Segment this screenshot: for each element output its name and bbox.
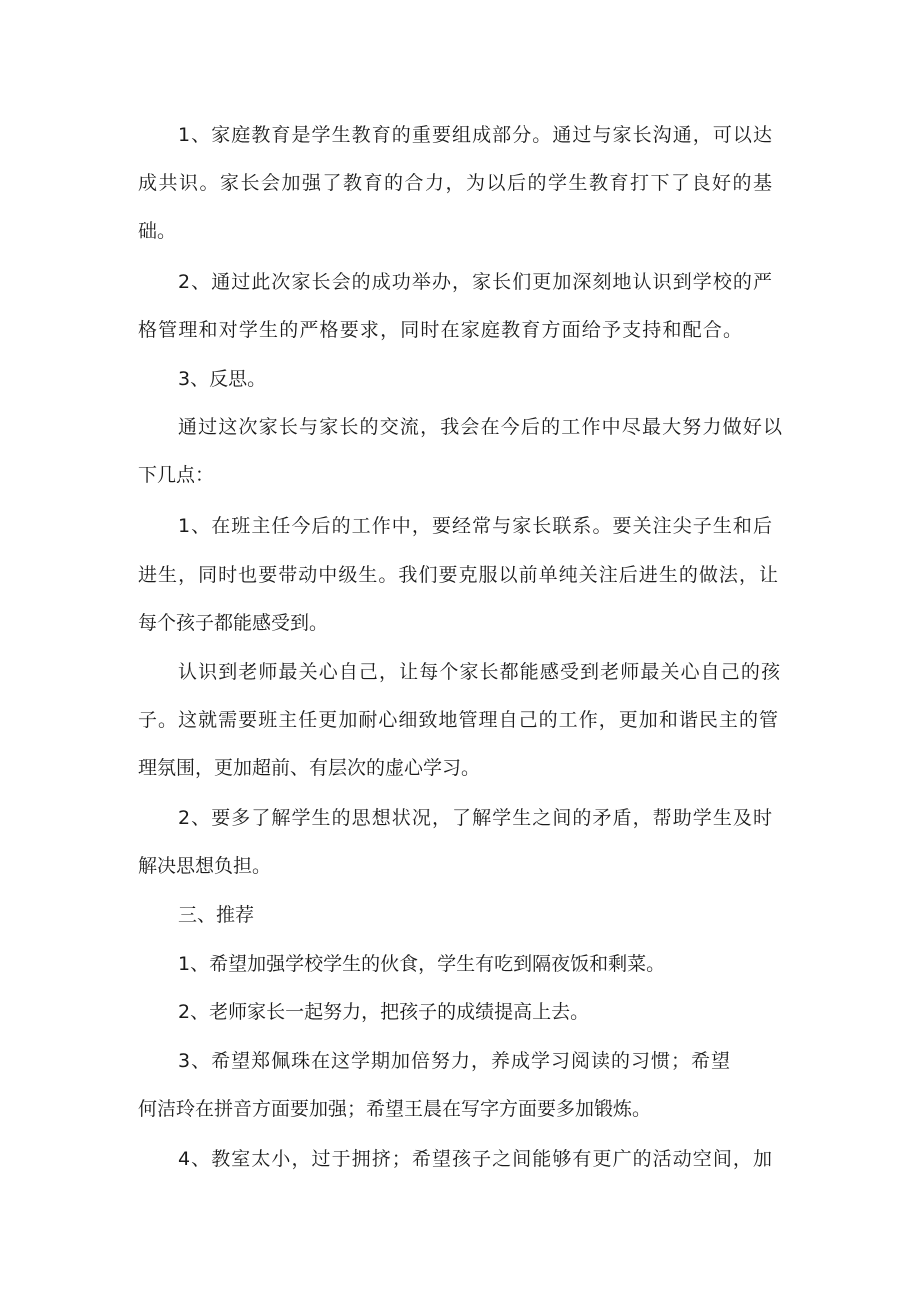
paragraph-3-line-2: 下几点： — [138, 464, 215, 486]
paragraph-5-line-1: 认识到老师最关心自己，让每个家长都能感受到老师最关心自己的孩 — [178, 661, 780, 683]
paragraph-4-line-1: 1、在班主任今后的工作中，要经常与家长联系。要关注尖子生和后 — [178, 515, 772, 537]
paragraph-1-line-3: 础。 — [138, 220, 177, 242]
paragraph-2-line-1: 2、通过此次家长会的成功举办，家长们更加深刻地认识到学校的严 — [178, 271, 772, 293]
recommendation-2: 2、老师家长一起努力，把孩子的成绩提高上去。 — [178, 1001, 590, 1023]
heading-reflection: 3、反思。 — [178, 368, 267, 390]
paragraph-4-line-3: 每个孩子都能感受到。 — [138, 612, 329, 634]
paragraph-1-line-2: 成共识。家长会加强了教育的合力，为以后的学生教育打下了良好的基 — [138, 172, 772, 194]
paragraph-1-line-1: 1、家庭教育是学生教育的重要组成部分。通过与家长沟通，可以达 — [178, 124, 772, 146]
recommendation-3-line-2: 何洁玲在拼音方面要加强；希望王晨在写字方面要多加锻炼。 — [138, 1098, 652, 1120]
recommendation-1: 1、希望加强学校学生的伙食，学生有吃到隔夜饭和剩菜。 — [178, 953, 666, 975]
paragraph-3-line-1: 通过这次家长与家长的交流，我会在今后的工作中尽最大努力做好以 — [178, 416, 782, 438]
paragraph-2-line-2: 格管理和对学生的严格要求，同时在家庭教育方面给予支持和配合。 — [138, 319, 742, 341]
paragraph-6-line-2: 解决思想负担。 — [138, 855, 272, 877]
paragraph-4-line-2: 进生，同时也要带动中级生。我们要克服以前单纯关注后进生的做法，让 — [138, 564, 778, 586]
recommendation-3-line-1: 3、希望郑佩珠在这学期加倍努力，养成学习阅读的习惯；希望 — [178, 1050, 730, 1072]
recommendation-4-line-1: 4、教室太小，过于拥挤；希望孩子之间能够有更广的活动空间，加 — [178, 1148, 772, 1170]
heading-recommendations: 三、推荐 — [178, 904, 255, 926]
paragraph-5-line-3: 理氛围，更加超前、有层次的虚心学习。 — [138, 757, 481, 779]
paragraph-6-line-1: 2、要多了解学生的思想状况，了解学生之间的矛盾，帮助学生及时 — [178, 807, 772, 829]
paragraph-5-line-2: 子。这就需要班主任更加耐心细致地管理自己的工作，更加和谐民主的管 — [138, 709, 778, 731]
